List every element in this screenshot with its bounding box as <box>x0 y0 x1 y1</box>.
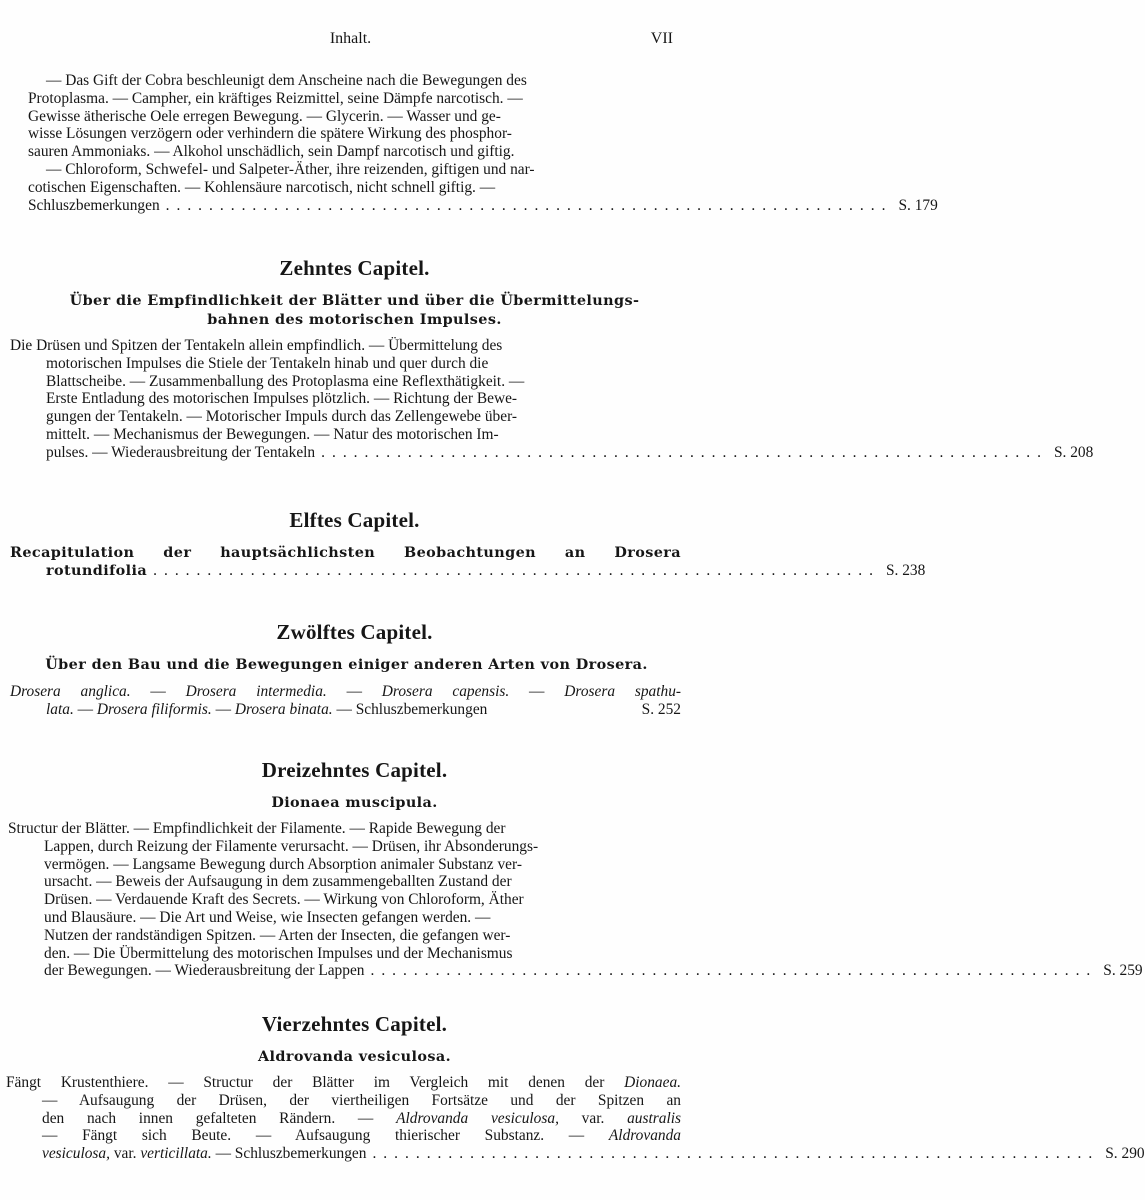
subtitle-line: Aldrovanda vesiculosa. <box>257 1048 452 1065</box>
entry-line: Structur der Blätter. — Empfindlichkeit der Filamente. — Rapide Bewegung der <box>8 820 506 837</box>
entry-text <box>10 337 681 444</box>
chapter-heading: Vierzehntes Capitel. <box>261 1012 448 1036</box>
entry-last-line <box>28 196 938 215</box>
entry-text <box>8 820 681 962</box>
entry-last-line <box>28 443 1094 462</box>
chapter-heading: Zwölftes Capitel. <box>276 620 433 644</box>
entry-line: ursacht. — Beweis der Aufsaugung in dem zusammengeballten Zustand der <box>44 873 512 891</box>
entry-line: sauren Ammoniaks. — Alkohol unschädlich, sein Dampf narcotisch und giftig. <box>28 143 515 161</box>
chapter-heading: Zehntes Capitel. <box>279 256 430 280</box>
entry-text <box>6 1074 681 1145</box>
dot-leader: ................................................................... <box>153 562 880 579</box>
species-name: Aldrovanda <box>608 1127 681 1145</box>
species-name: Drosera filiformis. <box>96 700 212 718</box>
entry-line: Drosera anglica. — Drosera intermedia. — Drosera capensis. — Drosera spathu- <box>10 683 682 700</box>
entry-text <box>10 683 681 701</box>
dot-leader: ................................................................... <box>165 196 893 214</box>
page-reference: S. 208 <box>1053 443 1094 461</box>
page-reference: S. 259 <box>1103 962 1143 980</box>
entry-line: — Chloroform, Schwefel- und Salpeter-Äther, ihre reizenden, giftigen und nar- <box>46 160 535 178</box>
page-reference: S. 252 <box>641 700 681 718</box>
entry-line: mittelt. — Mechanismus der Bewegungen. — Natur des motorischen Im- <box>46 425 499 443</box>
toc-entry-continuation <box>28 72 938 214</box>
species-name: verticillata. <box>140 1145 212 1163</box>
running-head <box>0 30 701 52</box>
entry-line: Schluszbemerkungen <box>28 196 160 214</box>
running-title: Inhalt. <box>329 30 372 47</box>
entry-line: Drüsen. — Verdauende Kraft des Secrets. — Wirkung von Chloroform, Äther <box>44 891 524 909</box>
chapter-12 <box>10 620 682 719</box>
entry-line: cotischen Eigenschaften. — Kohlensäure narcotisch, nicht schnell giftig. — <box>28 178 496 196</box>
entry-last-line <box>28 701 681 719</box>
chapter-10 <box>10 256 1094 462</box>
entry-line: Protoplasma. — Campher, ein kräftiges Reizmittel, seine Dämpfe narcotisch. — <box>28 89 523 107</box>
species-name: Drosera capensis. <box>381 683 510 700</box>
species-name: Drosera anglica. <box>10 683 131 700</box>
page-reference: S. 179 <box>898 196 938 214</box>
entry-line: — Aufsaugung der Drüsen, der viertheiligen Fortsätze und der Spitzen an <box>42 1091 681 1109</box>
chapter-subtitle <box>12 655 681 674</box>
species-name: Aldrovanda vesiculosa, <box>396 1109 559 1127</box>
entry-last-line <box>28 1145 1145 1163</box>
entry-last-line <box>28 962 1143 980</box>
chapter-11 <box>10 508 926 580</box>
entry-last-line <box>28 562 926 580</box>
page-reference: S. 238 <box>885 562 926 579</box>
species-name: Drosera spathu- <box>564 683 682 700</box>
entry-line: Fängt Krustenthiere. — Structur der Blätter im Vergleich mit denen der Dionaea. <box>6 1074 681 1091</box>
chapter-subtitle <box>28 291 681 329</box>
species-name: vesiculosa, <box>42 1145 110 1163</box>
species-name: lata. <box>46 700 74 718</box>
species-name: Dionaea. <box>624 1074 681 1091</box>
subtitle-line: Recapitulation der hauptsächlichsten Beobachtungen an Drosera <box>10 544 681 561</box>
species-name: Drosera intermedia. <box>185 683 327 700</box>
chapter-heading: Dreizehntes Capitel. <box>261 758 448 782</box>
entry-line: rotundifolia <box>46 562 148 579</box>
chapter-subtitle <box>10 543 681 562</box>
chapter-14 <box>6 1012 1145 1163</box>
entry-line: Lappen, durch Reizung der Filamente verursacht. — Drüsen, ihr Absonderungs- <box>44 837 539 855</box>
entry-text <box>28 72 681 197</box>
entry-line: motorischen Impulses die Stiele der Tentakeln hinab und quer durch die <box>46 354 489 372</box>
page-number: VII <box>650 30 673 47</box>
entry-line: Erste Entladung des motorischen Impulses plötzlich. — Richtung der Bewe- <box>46 390 518 408</box>
subtitle-line: Dionaea muscipula. <box>271 794 438 811</box>
entry-line: Die Drüsen und Spitzen der Tentakeln allein empfindlich. — Übermittelung des <box>10 337 503 354</box>
entry-line: pulses. — Wiederausbreitung der Tentakeln <box>46 443 316 461</box>
entry-line: — Fängt sich Beute. — Aufsaugung thierischer Substanz. — Aldrovanda <box>42 1127 681 1145</box>
entry-line: der Bewegungen. — Wiederausbreitung der Lappen <box>44 962 365 980</box>
entry-line: Nutzen der randständigen Spitzen. — Arten der Insecten, die gefangen wer- <box>44 926 511 944</box>
subtitle-line: bahnen des motorischen Impulses. <box>207 311 502 328</box>
chapter-subtitle <box>28 1047 681 1066</box>
entry-line: — Das Gift der Cobra beschleunigt dem Anscheine nach die Bewegungen des <box>46 72 527 89</box>
entry-line: und Blausäure. — Die Art und Weise, wie Insecten gefangen werden. — <box>44 908 491 926</box>
entry-line: wisse Lösungen verzögern oder verhindern die spätere Wirkung des phosphor- <box>28 125 512 143</box>
entry-line: vermögen. — Langsame Bewegung durch Absorption animaler Substanz ver- <box>44 855 522 873</box>
chapter-13 <box>8 758 1143 980</box>
dot-leader: ................................................................... <box>372 1145 1100 1163</box>
chapter-subtitle <box>28 793 681 812</box>
dot-leader: ................................................................... <box>321 443 1048 461</box>
species-name: Drosera binata. <box>234 700 333 718</box>
dot-leader: ................................................................... <box>370 962 1098 980</box>
entry-line: den nach innen gefalteten Rändern. — Aldrovanda vesiculosa, var. australis <box>42 1109 681 1127</box>
entry-line: gungen der Tentakeln. — Motorischer Impuls durch das Zellengewebe über- <box>46 408 518 426</box>
entry-line: lata. — Drosera filiformis. — Drosera binata. — Schluszbemerkungen <box>46 700 488 718</box>
entry-line: vesiculosa, var. verticillata. — Schluszbemerkungen <box>42 1145 367 1163</box>
subtitle-line: Über die Empfindlichkeit der Blätter und über die Übermittelungs- <box>69 292 640 309</box>
entry-line: den. — Die Übermittelung des motorischen Impulses und der Mechanismus <box>44 944 513 962</box>
species-name: australis <box>627 1109 681 1127</box>
page-reference: S. 290 <box>1105 1145 1145 1163</box>
chapter-heading: Elftes Capitel. <box>289 508 420 532</box>
subtitle-line: Über den Bau und die Bewegungen einiger anderen Arten von Drosera. <box>45 656 648 673</box>
entry-line: Blattscheibe. — Zusammenballung des Protoplasma eine Reflexthätigkeit. — <box>46 372 525 390</box>
entry-line: Gewisse ätherische Oele erregen Bewegung. — Glycerin. — Wasser und ge- <box>28 107 501 125</box>
